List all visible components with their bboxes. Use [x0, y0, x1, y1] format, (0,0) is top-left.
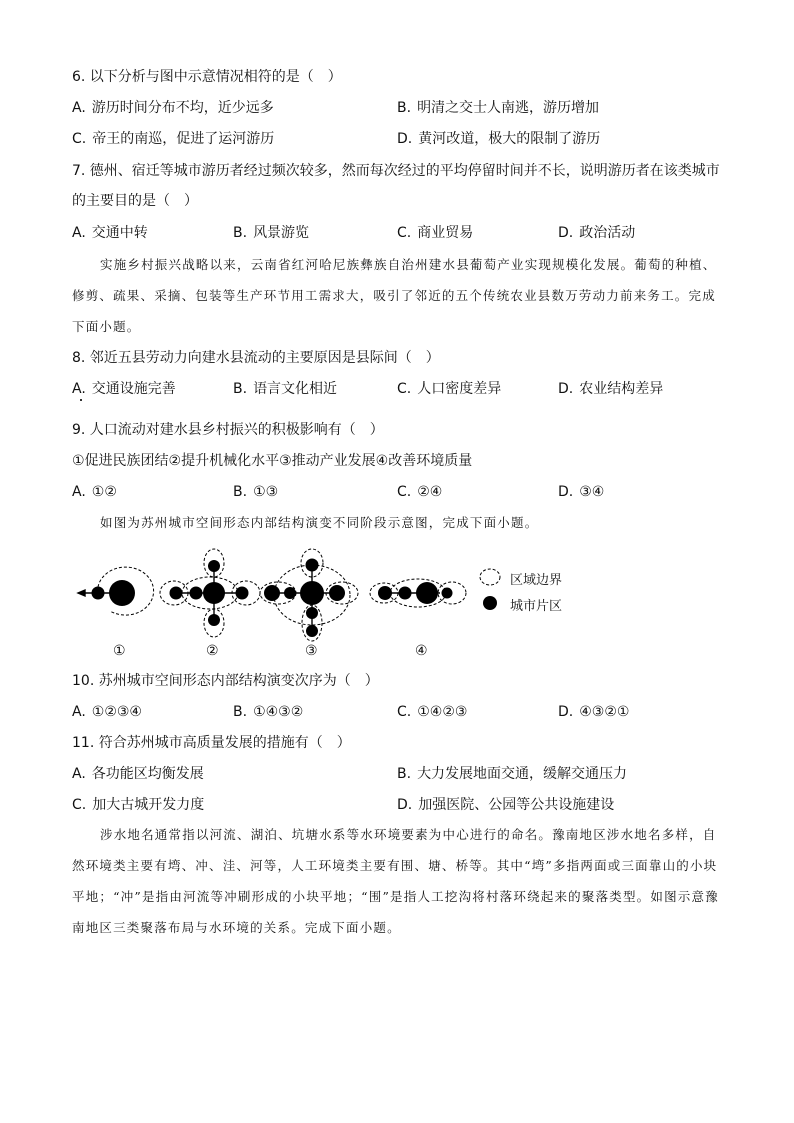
q7-option-b[interactable]: [233, 224, 309, 242]
option-text: 交通中转: [91, 225, 148, 241]
option-text: ①②: [91, 484, 117, 500]
option-label: B.: [233, 704, 248, 720]
stray-dot: [80, 399, 82, 401]
option-label: A.: [72, 225, 86, 241]
option-text: 明清之交士人南逃，游历增加: [417, 100, 600, 116]
question-7-stem-line2: 的主要目的是（ ）: [72, 193, 198, 209]
q7-option-d[interactable]: [558, 224, 635, 242]
legend-urban-district: 城市片区: [510, 599, 563, 614]
q8-option-b[interactable]: [233, 380, 337, 398]
option-text: ①④③②: [253, 704, 304, 720]
option-text: ③④: [579, 484, 605, 500]
q9-option-c[interactable]: [397, 483, 442, 501]
passage-water-place-names: 涉水地名通常指以河流、湖泊、坑塘水系等水环境要素为中心进行的命名。豫南地区涉水地名多样，自然环境类主要有塆、冲、洼、河等，人工环境类主要有围、塘、桥等。其中“塆”多指两面或三面靠山的小块平地；“冲”是指由河流等冲刷形成的小块平地；“围”是指人工挖沟将村落环绕起来的聚落类型。如图示意豫南地区三类聚落布局与水环境的关系。完成下面小题。: [72, 827, 719, 935]
option-label: B.: [233, 225, 248, 241]
option-text: 农业结构差异: [579, 381, 664, 397]
legend-region-boundary: 区域边界: [510, 573, 563, 588]
q7-option-c[interactable]: [397, 224, 473, 242]
q9-option-a[interactable]: [72, 483, 117, 501]
option-label: C.: [397, 381, 412, 397]
option-text: ④③②①: [579, 704, 630, 720]
suzhou-urban-structure-diagram: [72, 545, 592, 665]
option-text: 商业贸易: [417, 225, 474, 241]
option-label: C.: [397, 484, 412, 500]
q6-option-c[interactable]: [72, 130, 274, 148]
option-label: C.: [397, 704, 412, 720]
option-text: 人口密度差异: [417, 381, 502, 397]
q6-option-d[interactable]: [397, 130, 600, 148]
question-6-stem: 6. 以下分析与图中示意情况相符的是（ ）: [72, 69, 342, 85]
option-label: D.: [558, 381, 574, 397]
q11-option-a[interactable]: [72, 765, 204, 783]
q11-option-d[interactable]: [397, 796, 614, 814]
option-label: D.: [558, 704, 574, 720]
question-8-stem: 8. 邻近五县劳动力向建水县流动的主要原因是县际间（ ）: [72, 350, 440, 366]
option-label: A.: [72, 766, 86, 782]
option-label: D.: [397, 797, 413, 813]
question-11-stem: 11. 符合苏州城市高质量发展的措施有（ ）: [72, 735, 351, 751]
question-9-stem: 9. 人口流动对建水县乡村振兴的积极影响有（ ）: [72, 422, 384, 438]
option-text: 交通设施完善: [91, 381, 176, 397]
q10-option-d[interactable]: [558, 703, 629, 721]
question-10-stem: 10. 苏州城市空间形态内部结构演变次序为（ ）: [72, 673, 379, 689]
option-label: B.: [397, 766, 412, 782]
q9-option-d[interactable]: [558, 483, 604, 501]
passage-grape-industry: 实施乡村振兴战略以来，云南省红河哈尼族彝族自治州建水县葡萄产业实现规模化发展。葡萄的种植、修剪、疏果、采摘、包装等生产环节用工需求大，吸引了邻近的五个传统农业县数万劳动力前来务工。完成下面小题。: [72, 257, 717, 334]
option-label: A.: [72, 381, 86, 397]
option-text: 大力发展地面交通，缓解交通压力: [417, 766, 628, 782]
stage-label-2: ②: [206, 643, 219, 659]
option-text: 帝王的南巡，促进了运河游历: [92, 131, 275, 147]
option-text: 加强医院、公园等公共设施建设: [418, 797, 615, 813]
option-text: 游历时间分布不均，近少远多: [91, 100, 274, 116]
q11-option-c[interactable]: [72, 796, 204, 814]
q11-option-b[interactable]: [397, 765, 627, 783]
option-label: C.: [72, 131, 87, 147]
option-label: C.: [72, 797, 87, 813]
option-text: 加大古城开发力度: [92, 797, 205, 813]
q10-option-b[interactable]: [233, 703, 303, 721]
q8-option-a[interactable]: [72, 380, 176, 398]
question-9-items: ①促进民族团结②提升机械化水平③推动产业发展④改善环境质量: [72, 453, 473, 469]
option-text: 风景游览: [253, 225, 310, 241]
option-label: C.: [397, 225, 412, 241]
stage-4-diagram: [370, 579, 466, 607]
stage-1-diagram: [78, 567, 154, 615]
option-label: D.: [397, 131, 413, 147]
option-text: ①③: [253, 484, 279, 500]
stage-2-diagram: [160, 549, 260, 637]
option-text: 黄河改道，极大的限制了游历: [418, 131, 601, 147]
question-7-stem-line1: 7. 德州、宿迁等城市游历者经过频次较多，然而每次经过的平均停留时间并不长，说明游历者在该类城市: [72, 163, 720, 179]
q9-option-b[interactable]: [233, 483, 278, 501]
option-label: A.: [72, 100, 86, 116]
stage-label-4: ④: [415, 643, 428, 659]
option-label: A.: [72, 704, 86, 720]
q7-option-a[interactable]: [72, 224, 148, 242]
stage-label-1: ①: [113, 643, 126, 659]
diagram-legend: [480, 569, 500, 610]
option-label: A.: [72, 484, 86, 500]
stage-label-3: ③: [305, 643, 318, 659]
option-label: D.: [558, 484, 574, 500]
q6-option-b[interactable]: [397, 99, 599, 117]
option-label: B.: [397, 100, 412, 116]
q8-option-c[interactable]: [397, 380, 501, 398]
stage-3-diagram: [260, 549, 358, 641]
option-label: D.: [558, 225, 574, 241]
q10-option-c[interactable]: [397, 703, 467, 721]
passage-suzhou-diagram-intro: 如图为苏州城市空间形态内部结构演变不同阶段示意图，完成下面小题。: [100, 515, 539, 530]
q8-option-d[interactable]: [558, 380, 663, 398]
q6-option-a[interactable]: [72, 99, 274, 117]
q10-option-a[interactable]: [72, 703, 142, 721]
option-text: 各功能区均衡发展: [91, 766, 204, 782]
option-text: 政治活动: [579, 225, 636, 241]
option-text: ①②③④: [91, 704, 142, 720]
option-text: 语言文化相近: [253, 381, 338, 397]
option-text: ①④②③: [417, 704, 468, 720]
option-text: ②④: [417, 484, 443, 500]
option-label: B.: [233, 484, 248, 500]
option-label: B.: [233, 381, 248, 397]
